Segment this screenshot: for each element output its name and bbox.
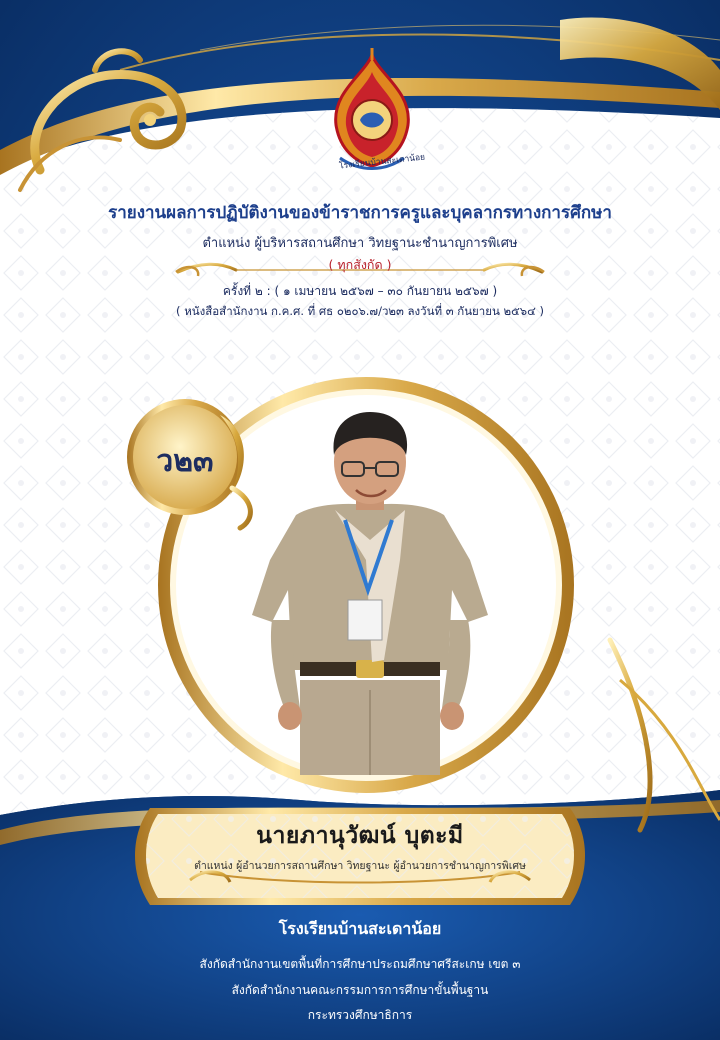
letter-reference: ( หนังสือสำนักงาน ก.ค.ศ. ที่ ศธ ๐๒๐๖.๗/ว๒๓ ลงวันที่ ๓ กันยายน ๒๕๖๔ ) (176, 304, 544, 318)
seal-caption: โรงเรียนบ้านสะเดาน้อย (338, 152, 426, 172)
report-title: รายงานผลการปฏิบัติงานของข้าราชการครูและบุคลากรทางการศึกษา (108, 203, 612, 223)
school-name: โรงเรียนบ้านสะเดาน้อย (278, 919, 442, 938)
area-office-line: สังกัดสำนักงานเขตพื้นที่การศึกษาประถมศึกษาศรีสะเกษ เขต ๓ (199, 957, 521, 971)
affiliation-line: ( ทุกสังกัด ) (328, 257, 392, 272)
ministry-line: กระทรวงศึกษาธิการ (307, 1008, 413, 1022)
round-line: ครั้งที่ ๒ : ( ๑ เมษายน ๒๕๖๗ – ๓๐ กันยายน ๒๕๖๗ ) (222, 284, 498, 298)
person-name: นายภานุวัฒน์ บุตะมี (256, 822, 464, 849)
basic-education-office-line: สังกัดสำนักงานคณะกรรมการการศึกษาขั้นพื้นฐาน (231, 983, 489, 997)
person-detail: ตำแหน่ง ผู้อำนวยการสถานศึกษา วิทยฐานะ ผู้อำนวยการชำนาญการพิเศษ (194, 860, 526, 872)
position-line: ตำแหน่ง ผู้บริหารสถานศึกษา วิทยฐานะชำนาญการพิเศษ (202, 236, 518, 251)
badge-label: ว๒๓ (156, 444, 214, 479)
